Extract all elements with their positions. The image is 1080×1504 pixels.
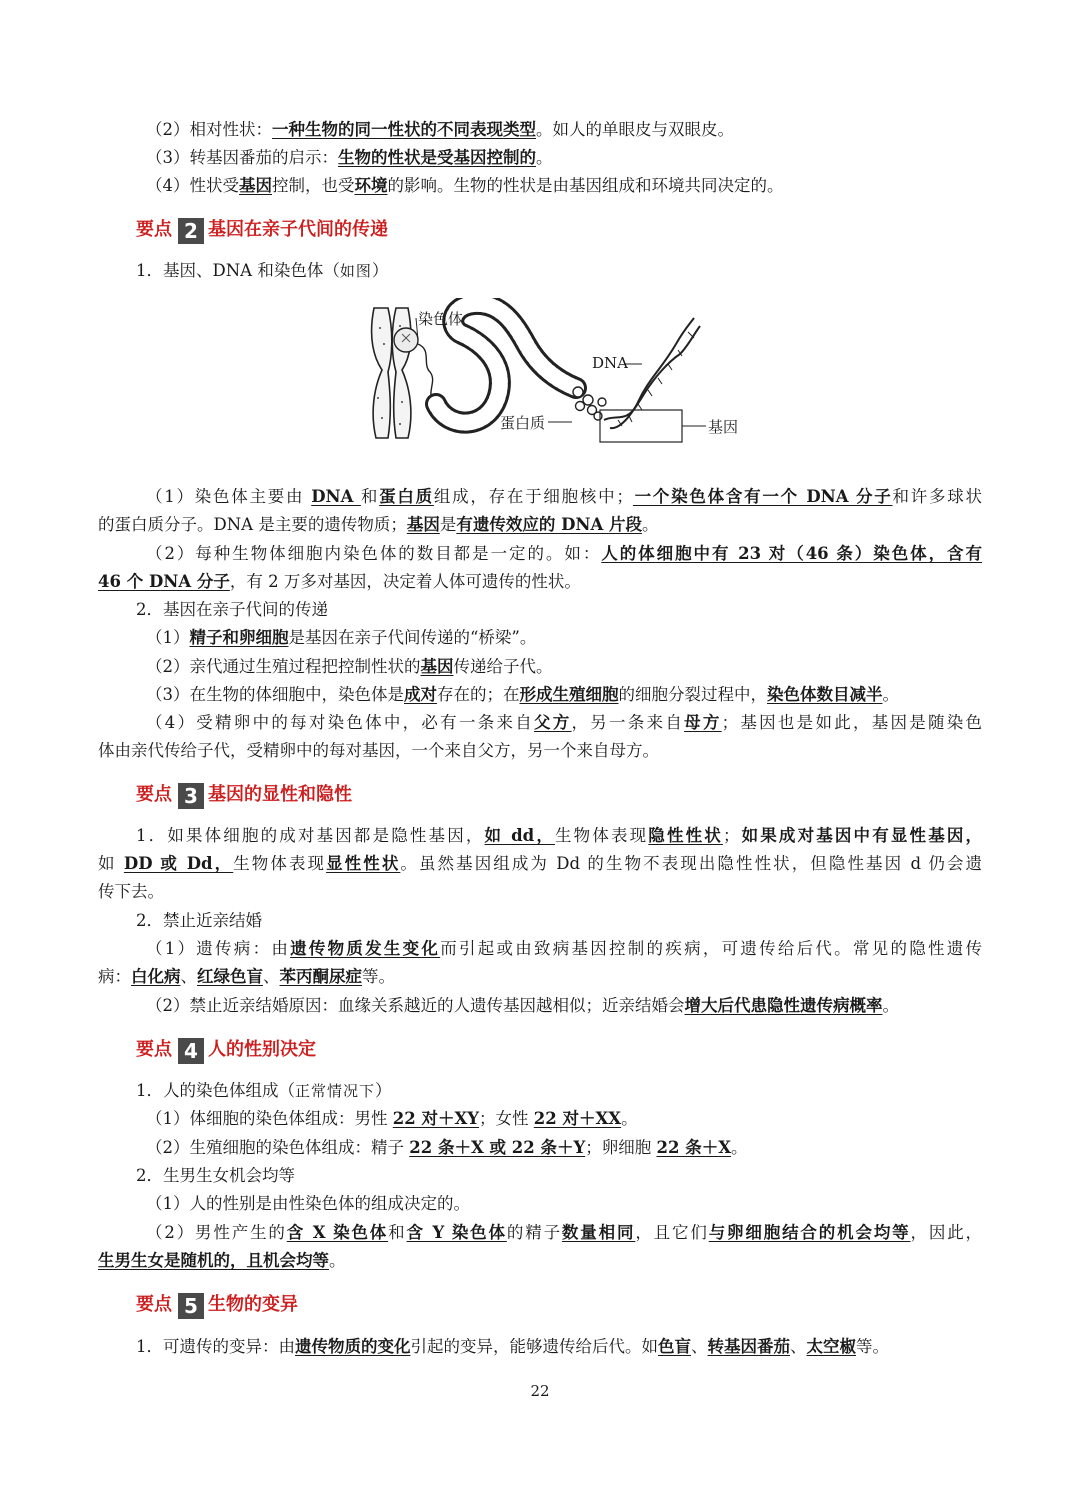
- section-number-badge: 2: [178, 218, 204, 244]
- label-dna: DNA: [592, 354, 628, 372]
- label-gene: 基因: [708, 418, 739, 436]
- label-chromosome: 染色体: [418, 310, 464, 328]
- para-dominant: 如 DD 或 Dd，生物体表现显性性状。虽然基因组成为 Dd 的生物不表现出隐性性状，但隐性基因 d 仍会遗: [98, 854, 982, 873]
- para-dominant-cont: 传下去。: [98, 882, 164, 901]
- line-genetic-disease-cont: 病：白化病、红绿色盲、苯丙酮尿症等。: [98, 967, 395, 986]
- section-heading-3: 要点 3 基因的显性和隐性: [136, 784, 352, 808]
- section-heading-5: 要点 5 生物的变异: [136, 1294, 298, 1318]
- page-number: 22: [530, 1382, 550, 1400]
- para-chromosome-composition: （1）染色体主要由 DNA 和蛋白质组成，存在于细胞核中；一个染色体含有一个 DNA 分子和许多球状: [146, 487, 982, 506]
- line-sperm-egg: （1）精子和卵细胞是基因在亲子代间传递的“桥梁”。: [146, 628, 537, 647]
- line-sex-determination: （1）人的性别是由性染色体的组成决定的。: [146, 1194, 470, 1213]
- line-germ-chromosomes: （2）生殖细胞的染色体组成：精子 22 条＋X 或 22 条＋Y；卵细胞 22 条＋X。: [146, 1138, 748, 1157]
- para-chromosome-composition-cont: 的蛋白质分子。DNA 是主要的遗传物质；基因是有遗传效应的 DNA 片段。: [98, 515, 659, 534]
- line-parent-pass-gene: （2）亲代通过生殖过程把控制性状的基因传递给子代。: [146, 657, 553, 676]
- line-relative-trait: （2）相对性状：一种生物的同一性状的不同表现类型。如人的单眼皮与双眼皮。: [146, 120, 734, 139]
- subheading-no-consanguinity: 2．禁止近亲结婚: [136, 911, 262, 930]
- section-number-badge: 5: [178, 1293, 204, 1319]
- section-number-badge: 4: [178, 1038, 204, 1064]
- line-heritable-variation: 1．可遗传的变异：由遗传物质的变化引起的变异，能够遗传给后代。如色盲、转基因番茄、太空椒等。: [136, 1337, 889, 1356]
- para-chromosome-number: （2）每种生物体细胞内染色体的数目都是一定的。如：人的体细胞中有 23 对（46 条）染色体，含有: [146, 544, 982, 563]
- line-somatic-chromosomes: （1）体细胞的染色体组成：男性 22 对＋XY；女性 22 对＋XX。: [146, 1109, 638, 1128]
- line-transgenic-tomato: （3）转基因番茄的启示：生物的性状是受基因控制的。: [146, 148, 553, 167]
- label-protein: 蛋白质: [500, 414, 546, 432]
- section-number-badge: 3: [178, 783, 204, 809]
- subheading-gene-transmission: 2．基因在亲子代间的传递: [136, 600, 328, 619]
- line-gene-dna-chromosome: 1．基因、DNA 和染色体（如图）: [136, 261, 389, 280]
- subheading-equal-chance: 2．生男生女机会均等: [136, 1166, 295, 1185]
- section-heading-2: 要点 2 基因在亲子代间的传递: [136, 219, 388, 243]
- line-genetic-disease: （1）遗传病：由遗传物质发生变化而引起或由致病基因控制的疾病，可遗传给后代。常见的隐性遗传: [146, 939, 982, 958]
- para-recessive: 1．如果体细胞的成对基因都是隐性基因，如 dd，生物体表现隐性性状；如果成对基因中有显性基因，: [136, 826, 982, 845]
- section-heading-4: 要点 4 人的性别决定: [136, 1039, 316, 1063]
- line-zygote-chromosomes-cont: 体由亲代传给子代，受精卵中的每对基因，一个来自父方，另一个来自母方。: [98, 741, 659, 760]
- line-sperm-types: （2）男性产生的含 X 染色体和含 Y 染色体的精子数量相同，且它们与卵细胞结合的机会均等，因此，: [146, 1223, 982, 1242]
- line-paired-chromosomes: （3）在生物的体细胞中，染色体是成对存在的；在形成生殖细胞的细胞分裂过程中，染色体数目减半。: [146, 685, 899, 704]
- line-sperm-types-cont: 生男生女是随机的，且机会均等。: [98, 1251, 346, 1270]
- line-consanguinity-reason: （2）禁止近亲结婚原因：血缘关系越近的人遗传基因越相似；近亲结婚会增大后代患隐性遗传病概率。: [146, 996, 899, 1015]
- para-chromosome-number-cont: 46 个 DNA 分子，有 2 万多对基因，决定着人体可遗传的性状。: [98, 572, 581, 591]
- line-trait-control: （4）性状受基因控制，也受环境的影响。生物的性状是由基因组成和环境共同决定的。: [146, 176, 784, 195]
- line-zygote-chromosomes: （4）受精卵中的每对染色体中，必有一条来自父方，另一条来自母方；基因也是如此，基因是随染色: [146, 713, 982, 732]
- chromosome-dna-figure: [366, 298, 746, 448]
- subheading-human-chromosomes: 1．人的染色体组成（正常情况下）: [136, 1081, 392, 1100]
